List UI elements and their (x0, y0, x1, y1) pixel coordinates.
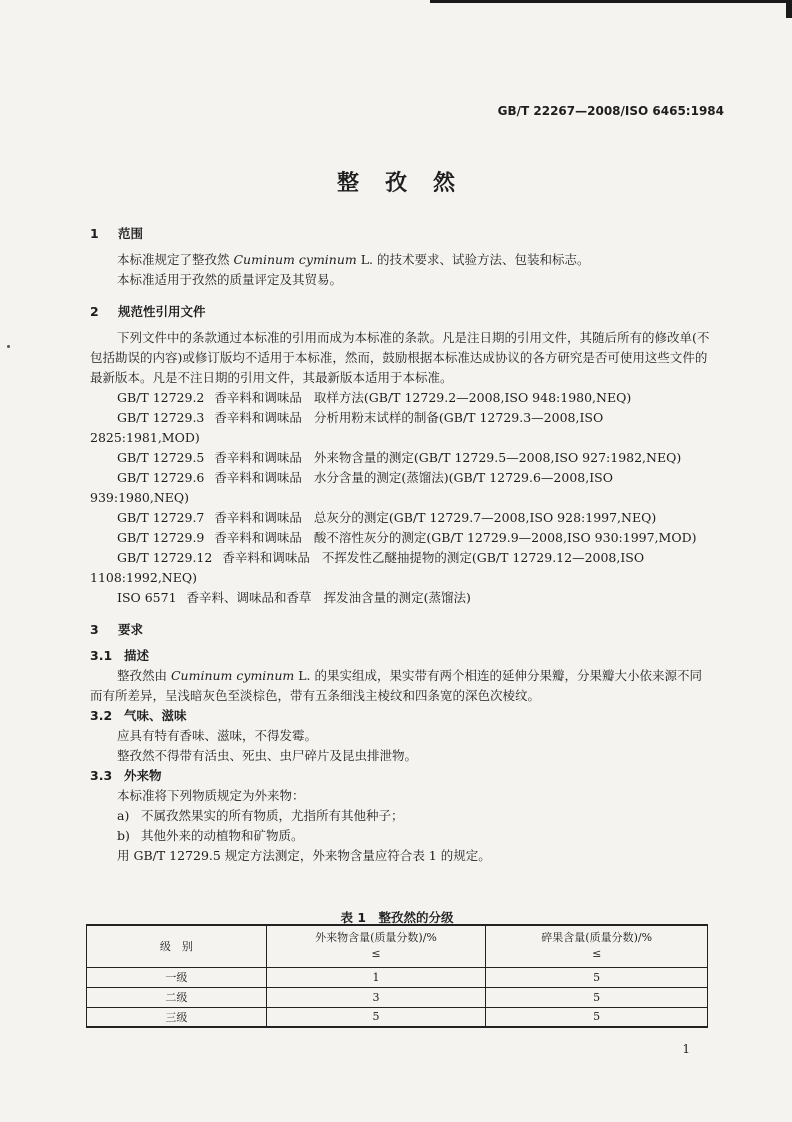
document-title: 整孜然 (336, 171, 481, 196)
odor-paragraph-2: 整孜然不得带有活虫、死虫、虫尸碎片及昆虫排泄物。 (117, 748, 418, 763)
scan-border-corner (786, 0, 792, 18)
foreign-cell: 1 (266, 967, 486, 987)
reference-item: GB/T 12729.6 香辛料和调味品 水分含量的测定(蒸馏法)(GB/T 12729.6—2008,ISO 939:1980,NEQ) (90, 470, 613, 505)
foreign-cell: 3 (266, 987, 486, 1007)
standard-code: GB/T 22267—2008/ISO 6465:1984 (497, 104, 724, 118)
section-2-heading (90, 302, 710, 322)
description-paragraph: 整孜然由 Cuminum cyminum L. 的果实组成，果实带有两个相连的延伸分果瓣，分果瓣大小依来源不同而有所差异，呈浅暗灰色至淡棕色，带有五条细浅主棱纹和四条宽的深色次棱纹。 (90, 668, 702, 703)
section-1-heading (90, 224, 710, 244)
subsection-number: 3.3 (90, 768, 113, 783)
subsection-number: 3.2 (90, 708, 113, 723)
section-title: 规范性引用文件 (118, 304, 206, 319)
scope-paragraph-2: 本标准适用于孜然的质量评定及其贸易。 (117, 272, 343, 287)
subsection-3-2-heading (90, 706, 710, 726)
latin-name: Cuminum cyminum (170, 668, 295, 683)
reference-item: GB/T 12729.5 香辛料和调味品 外来物含量的测定(GB/T 12729.5—2008,ISO 927:1982,NEQ) (117, 450, 682, 465)
section-title: 要求 (118, 622, 144, 637)
section-number: 2 (90, 304, 99, 319)
header-broken-fruit: 碎果含量(质量分数)/% ≤ (486, 925, 708, 967)
document-body (90, 224, 710, 866)
list-item: a) 不属孜然果实的所有物质，尤指所有其他种子； (117, 808, 404, 823)
scan-speck (7, 345, 10, 348)
scan-border-top (430, 0, 792, 3)
section-3-heading (90, 620, 710, 640)
subsection-3-1-heading (90, 646, 710, 666)
table-row (87, 1007, 708, 1027)
latin-name: Cuminum cyminum (233, 252, 357, 267)
odor-paragraph-1: 应具有特有香味、滋味，不得发霉。 (117, 728, 318, 743)
table-row (87, 987, 708, 1007)
broken-cell: 5 (486, 967, 708, 987)
subsection-number: 3.1 (90, 648, 113, 663)
subsection-title: 气味、滋味 (124, 708, 187, 723)
scope-paragraph-1: 本标准规定了整孜然 Cuminum cyminum L. 的技术要求、试验方法、包装和标志。 (117, 252, 590, 267)
subsection-title: 外来物 (124, 768, 162, 783)
table-header-row (87, 925, 708, 967)
grade-cell: 二级 (87, 987, 267, 1007)
subsection-title: 描述 (124, 648, 150, 663)
extraneous-intro: 本标准将下列物质规定为外来物： (117, 788, 305, 803)
reference-item: ISO 6571 香辛料、调味品和香草 挥发油含量的测定(蒸馏法) (117, 590, 471, 605)
header-foreign-matter: 外来物含量(质量分数)/% ≤ (266, 925, 486, 967)
reference-item: GB/T 12729.12 香辛料和调味品 不挥发性乙醚抽提物的测定(GB/T 12729.12—2008,ISO 1108:1992,NEQ) (90, 550, 645, 585)
foreign-cell: 5 (266, 1007, 486, 1027)
extraneous-closing: 用 GB/T 12729.5 规定方法测定，外来物含量应符合表 1 的规定。 (117, 848, 491, 863)
reference-item: GB/T 12729.9 香辛料和调味品 酸不溶性灰分的测定(GB/T 12729.9—2008,ISO 930:1997,MOD) (117, 530, 697, 545)
section-number: 3 (90, 622, 99, 637)
section-title: 范围 (118, 226, 144, 241)
page-number: 1 (682, 1042, 690, 1056)
subsection-3-3-heading (90, 766, 710, 786)
reference-item: GB/T 12729.3 香辛料和调味品 分析用粉末试样的制备(GB/T 12729.3—2008,ISO 2825:1981,MOD) (90, 410, 604, 445)
references-intro: 下列文件中的条款通过本标准的引用而成为本标准的条款。凡是注日期的引用文件，其随后所有的修改单(不包括勘误的内容)或修订版均不适用于本标准，然而，鼓励根据本标准达成协议的各方研究是否可使用这些文件的最新版本。凡是不注日期的引用文件，其最新版本适用于本标准。 (90, 330, 710, 385)
section-number: 1 (90, 226, 99, 241)
reference-item: GB/T 12729.7 香辛料和调味品 总灰分的测定(GB/T 12729.7—2008,ISO 928:1997,NEQ) (117, 510, 657, 525)
grade-table (86, 924, 708, 1028)
list-item: b) 其他外来的动植物和矿物质。 (117, 828, 304, 843)
broken-cell: 5 (486, 987, 708, 1007)
header-grade: 级 别 (87, 925, 267, 967)
broken-cell: 5 (486, 1007, 708, 1027)
grade-cell: 三级 (87, 1007, 267, 1027)
reference-item: GB/T 12729.2 香辛料和调味品 取样方法(GB/T 12729.2—2008,ISO 948:1980,NEQ) (117, 390, 632, 405)
grade-cell: 一级 (87, 967, 267, 987)
table-caption: 表 1 整孜然的分级 (340, 910, 454, 925)
table-row (87, 967, 708, 987)
